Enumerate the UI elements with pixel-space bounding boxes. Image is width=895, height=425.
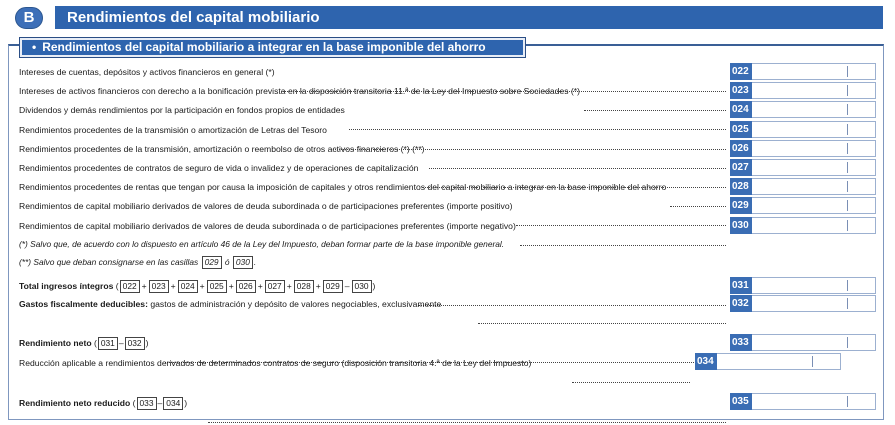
section-letter-badge: B bbox=[15, 7, 43, 29]
field-031[interactable] bbox=[752, 277, 876, 294]
line-label: Rendimientos procedentes de rentas que tengan por causa la imposición de capitales y otros rendimientos del capital mobiliario a integrar en la base imponible del ahorro bbox=[19, 182, 667, 192]
net-label: Rendimiento neto bbox=[19, 338, 92, 348]
dot-leader bbox=[349, 114, 726, 130]
code-030: 030 bbox=[730, 217, 752, 234]
income-line-025 bbox=[19, 122, 327, 138]
net-box-031: 031 bbox=[98, 337, 118, 350]
reduction-row bbox=[19, 355, 531, 371]
total-operator: + bbox=[257, 281, 263, 291]
total-box-027: 027 bbox=[265, 280, 285, 293]
dot-leader bbox=[520, 230, 726, 246]
dot-leader bbox=[429, 153, 726, 169]
reduced-box-033: 033 bbox=[137, 397, 157, 410]
footnote-2 bbox=[19, 255, 256, 269]
field-034[interactable] bbox=[717, 353, 841, 370]
total-box-026: 026 bbox=[236, 280, 256, 293]
bullet-icon: • bbox=[32, 40, 37, 54]
income-line-022 bbox=[19, 64, 275, 80]
code-032: 032 bbox=[730, 295, 752, 312]
footnote-2-prefix: (**) Salvo que deban consignarse en las casillas bbox=[19, 257, 199, 267]
dot-leader bbox=[516, 210, 726, 226]
field-033[interactable] bbox=[752, 334, 876, 351]
field-025[interactable] bbox=[752, 121, 876, 138]
total-box-028: 028 bbox=[294, 280, 314, 293]
total-formula bbox=[119, 281, 373, 291]
income-line-027 bbox=[19, 160, 418, 176]
line-label: Rendimientos procedentes de la transmisión o amortización de Letras del Tesoro bbox=[19, 125, 327, 135]
total-box-023: 023 bbox=[149, 280, 169, 293]
total-close-paren: ) bbox=[372, 281, 376, 291]
subsection-title bbox=[20, 38, 525, 57]
subsection-title-text: Rendimientos del capital mobiliario a integrar en la base imponible del ahorro bbox=[42, 40, 486, 54]
reduced-row bbox=[19, 395, 187, 411]
field-032[interactable] bbox=[752, 295, 876, 312]
expenses-row bbox=[19, 296, 441, 312]
total-label: Total ingresos íntegros bbox=[19, 281, 114, 291]
code-029: 029 bbox=[730, 197, 752, 214]
total-operator: + bbox=[170, 281, 176, 291]
reduced-open-paren: ( bbox=[132, 398, 136, 408]
footnote-box-030: 030 bbox=[233, 256, 253, 269]
dot-leader bbox=[279, 76, 726, 92]
code-027: 027 bbox=[730, 159, 752, 176]
income-line-029 bbox=[19, 198, 512, 214]
field-024[interactable] bbox=[752, 101, 876, 118]
footnote-2-mid: ó bbox=[224, 257, 230, 267]
net-row bbox=[19, 335, 148, 351]
field-026[interactable] bbox=[752, 140, 876, 157]
field-029[interactable] bbox=[752, 197, 876, 214]
dot-leader bbox=[331, 134, 726, 150]
net-open-paren: ( bbox=[93, 338, 97, 348]
field-030[interactable] bbox=[752, 217, 876, 234]
total-row bbox=[19, 278, 375, 294]
dot-leader bbox=[208, 407, 726, 423]
reduced-operator: – bbox=[157, 398, 163, 408]
total-operator: + bbox=[199, 281, 205, 291]
income-line-024 bbox=[19, 102, 345, 118]
code-033: 033 bbox=[730, 334, 752, 351]
code-034: 034 bbox=[695, 353, 717, 370]
dot-leader bbox=[572, 367, 690, 383]
total-operator: + bbox=[286, 281, 292, 291]
line-label: Rendimientos de capital mobiliario derivados de valores de deuda subordinada o de participaciones preferentes (importe negativo) bbox=[19, 221, 516, 231]
line-label: Intereses de activos financieros con derecho a la bonificación prevista en la disposición transitoria 11.ª de la Ley del Impuesto sobre Sociedades (*) bbox=[19, 86, 580, 96]
net-operator: – bbox=[118, 338, 124, 348]
total-box-030: 030 bbox=[352, 280, 372, 293]
dot-leader bbox=[584, 95, 726, 111]
total-operator: – bbox=[344, 281, 350, 291]
reduction-label: Reducción aplicable a rendimientos derivados de determinados contratos de seguro (disposición transitoria 4.ª de la Ley del Impuesto) bbox=[19, 358, 532, 368]
line-label: Intereses de cuentas, depósitos y activos financieros en general (*) bbox=[19, 67, 275, 77]
code-026: 026 bbox=[730, 140, 752, 157]
dot-leader bbox=[418, 290, 726, 306]
field-022[interactable] bbox=[752, 63, 876, 80]
code-025: 025 bbox=[730, 121, 752, 138]
total-operator: + bbox=[315, 281, 321, 291]
field-023[interactable] bbox=[752, 82, 876, 99]
dot-leader bbox=[670, 191, 726, 207]
income-line-030 bbox=[19, 218, 516, 234]
total-box-022: 022 bbox=[120, 280, 140, 293]
expenses-label: gastos de administración y depósito de valores negociables, exclusivamente bbox=[150, 299, 442, 309]
dot-leader bbox=[478, 308, 726, 324]
total-box-025: 025 bbox=[207, 280, 227, 293]
reduced-box-034: 034 bbox=[163, 397, 183, 410]
line-label: Dividendos y demás rendimientos por la participación en fondos propios de entidades bbox=[19, 105, 345, 115]
code-023: 023 bbox=[730, 82, 752, 99]
code-028: 028 bbox=[730, 178, 752, 195]
dot-leader bbox=[422, 172, 726, 188]
expenses-label-bold: Gastos fiscalmente deducibles: bbox=[19, 299, 148, 309]
footnote-1: (*) Salvo que, de acuerdo con lo dispuesto en artículo 46 de la Ley del Impuesto, deban formar parte de la base imponible general. bbox=[19, 239, 505, 249]
code-035: 035 bbox=[730, 393, 752, 410]
total-box-029: 029 bbox=[323, 280, 343, 293]
footnote-box-029: 029 bbox=[202, 256, 222, 269]
total-operator: + bbox=[141, 281, 147, 291]
total-open-paren: ( bbox=[115, 281, 119, 291]
net-box-032: 032 bbox=[125, 337, 145, 350]
total-operator: + bbox=[228, 281, 234, 291]
field-028[interactable] bbox=[752, 178, 876, 195]
line-label: Rendimientos procedentes de la transmisión, amortización o reembolso de otros activos financieros (*) (**) bbox=[19, 144, 425, 154]
field-027[interactable] bbox=[752, 159, 876, 176]
net-close-paren: ) bbox=[145, 338, 149, 348]
reduced-label: Rendimiento neto reducido bbox=[19, 398, 131, 408]
reduced-close-paren: ) bbox=[184, 398, 188, 408]
section-title: Rendimientos del capital mobiliario bbox=[55, 6, 883, 29]
code-031: 031 bbox=[730, 277, 752, 294]
total-box-024: 024 bbox=[178, 280, 198, 293]
section-header bbox=[15, 6, 883, 29]
line-label: Rendimientos de capital mobiliario derivados de valores de deuda subordinada o de participaciones preferentes (importe positivo) bbox=[19, 201, 513, 211]
field-035[interactable] bbox=[752, 393, 876, 410]
footnote-2-suffix: . bbox=[253, 257, 257, 267]
line-label: Rendimientos procedentes de contratos de seguro de vida o invalidez y de operaciones de capitalización bbox=[19, 163, 419, 173]
code-024: 024 bbox=[730, 101, 752, 118]
code-022: 022 bbox=[730, 63, 752, 80]
